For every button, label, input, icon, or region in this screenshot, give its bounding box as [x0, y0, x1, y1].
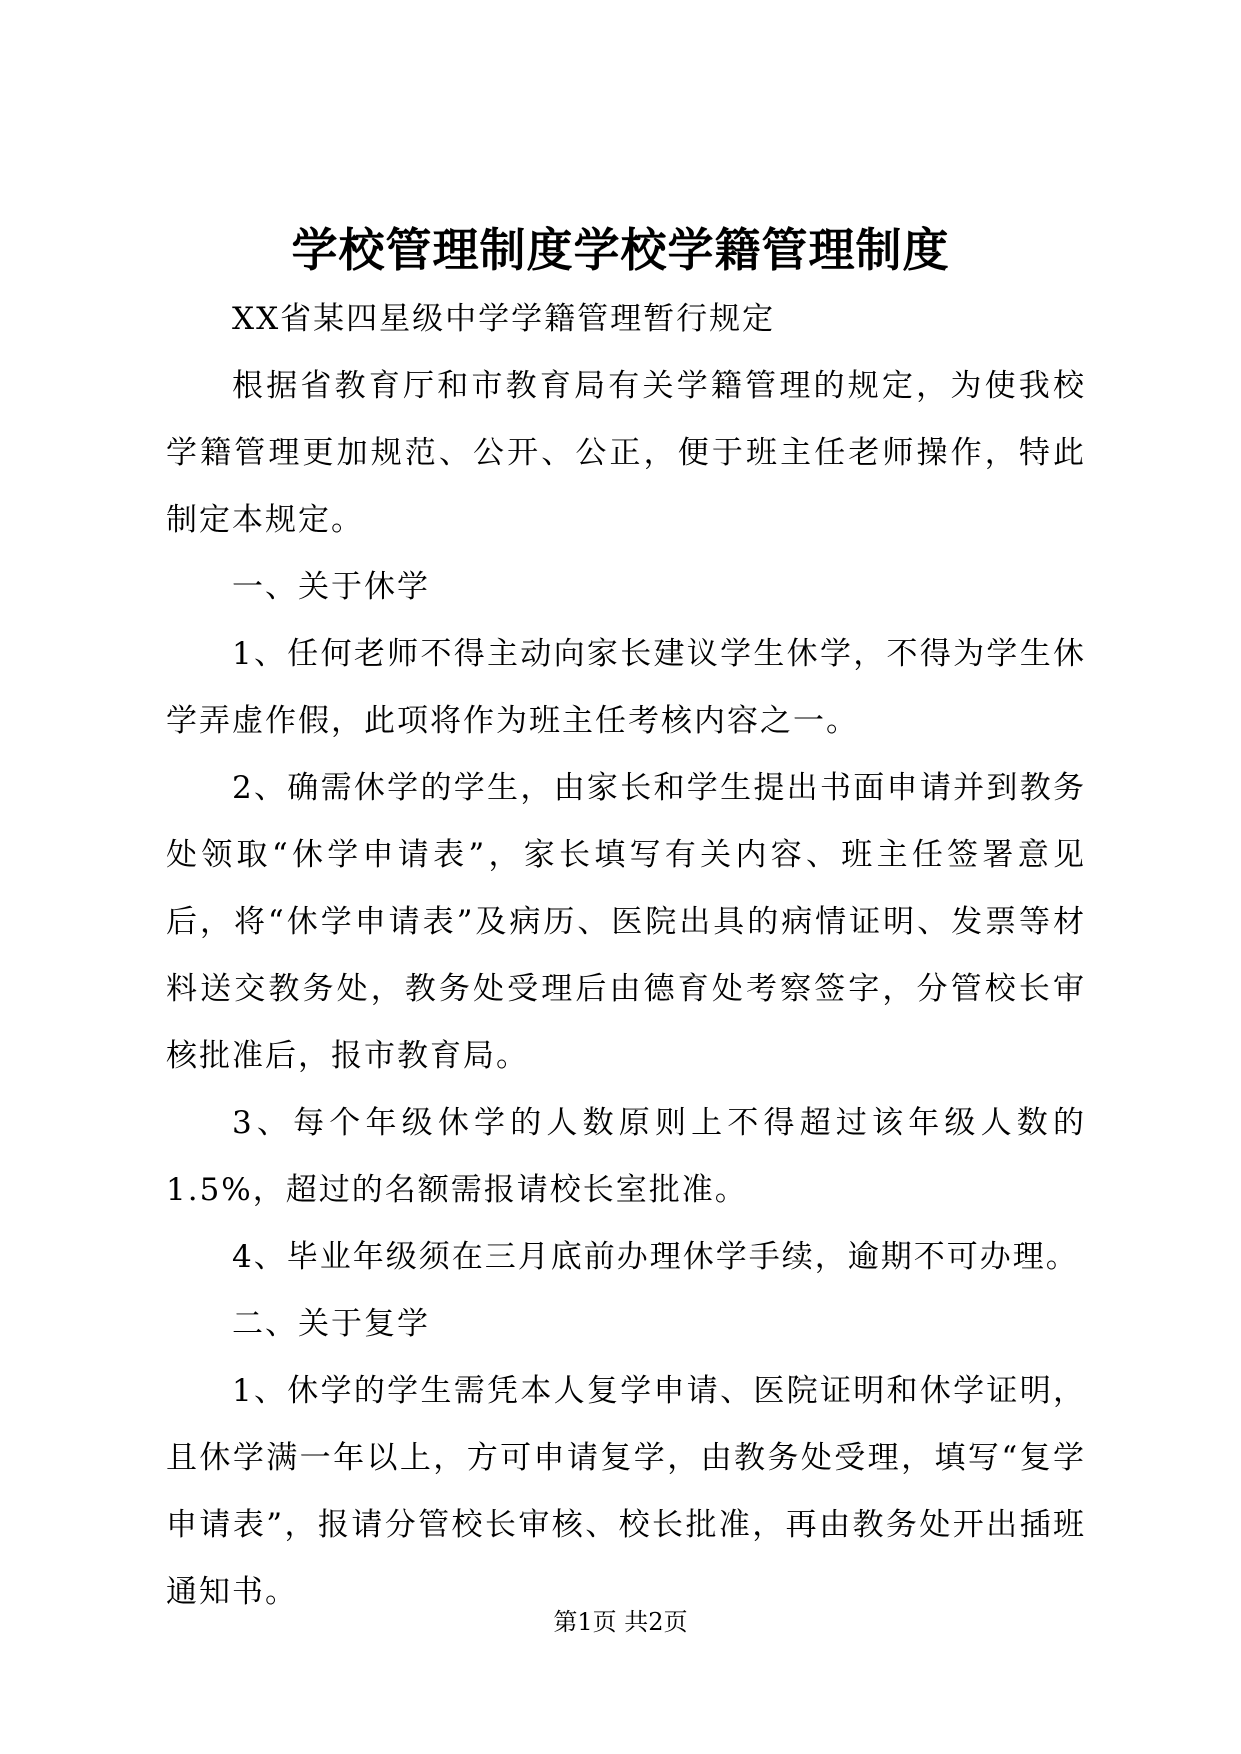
section-heading-suspension: 一、关于休学	[232, 569, 430, 605]
page-footer: 第1页 共2页	[553, 1608, 688, 1636]
document-title: 学校管理制度学校学籍管理制度	[291, 223, 950, 277]
suspension-rule-4: 4、毕业年级须在三月底前办理休学手续，逾期不可办理。	[232, 1239, 1079, 1275]
document-body	[166, 286, 1086, 1626]
suspension-rule-1: 1、任何老师不得主动向家长建议学生休学，不得为学生休学弄虚作假，此项将作为班主任考核内容之一。	[166, 636, 1086, 739]
suspension-rule-3: 3、每个年级休学的人数原则上不得超过该年级人数的1.5%，超过的名额需报请校长室批准。	[166, 1105, 1086, 1208]
resumption-rule-1: 1、休学的学生需凭本人复学申请、医院证明和休学证明，且休学满一年以上，方可申请复学，由教务处受理，填写“复学申请表”，报请分管校长审核、校长批准，再由教务处开出插班通知书。	[166, 1373, 1086, 1610]
intro-paragraph: 根据省教育厅和市教育局有关学籍管理的规定，为使我校学籍管理更加规范、公开、公正，便于班主任老师操作，特此制定本规定。	[166, 368, 1086, 538]
suspension-rule-2: 2、确需休学的学生，由家长和学生提出书面申请并到教务处领取“休学申请表”，家长填写有关内容、班主任签署意见后，将“休学申请表”及病历、医院出具的病情证明、发票等材料送交教务处，教务处受理后由德育处考察签字，分管校长审核批准后，报市教育局。	[166, 770, 1086, 1074]
section-heading-resumption: 二、关于复学	[232, 1306, 430, 1342]
subtitle-paragraph: XX省某四星级中学学籍管理暂行规定	[232, 301, 776, 337]
